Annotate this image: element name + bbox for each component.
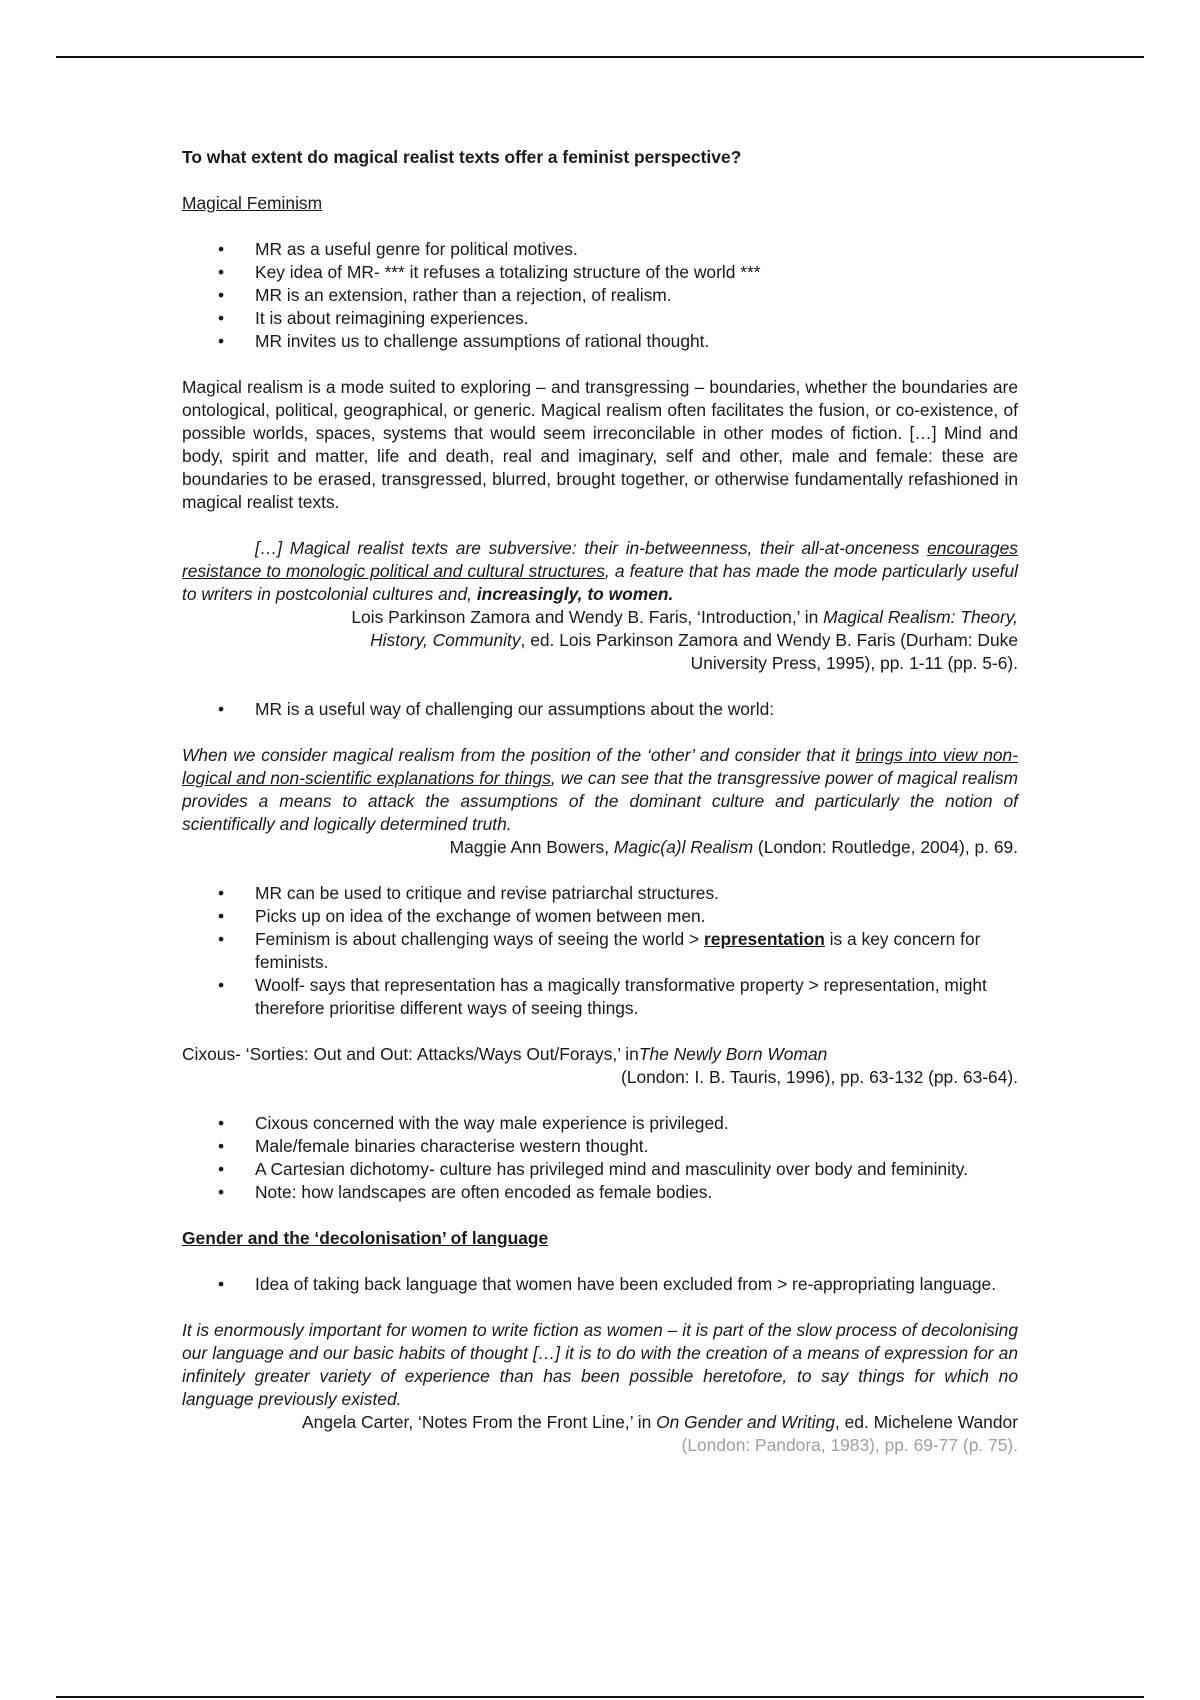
paragraph-magical-realism: Magical realism is a mode suited to exploring – and transgressing – boundaries, whether the boundaries are ontological, political, geographical, or generic. Magical realism often facilitates the fusion, or co-existence, of possible worlds, spaces, systems that would seem irreconcilable in other modes of fiction. […] Mind and body, spirit and matter, life and death, real and imaginary, self and other, male and female: these are boundaries to be erased, transgressed, blurred, brought together, or otherwise fundamentally refashioned in magical realist texts. <box>182 377 1018 512</box>
citation-line <box>182 606 1018 629</box>
bullet-list-3 <box>182 882 1018 1020</box>
citation-text: , ed. Lois Parkinson Zamora and Wendy B. Faris (Durham: Duke <box>520 630 1018 650</box>
list-item-text: is a key concern for feminists. <box>255 929 981 972</box>
citation-text: Angela Carter, ‘Notes From the Front Line,’ in <box>302 1412 657 1432</box>
header-rule <box>56 56 1144 58</box>
document-body <box>182 146 1018 1480</box>
list-item: • MR can be used to critique and revise patriarchal structures. <box>182 882 1018 905</box>
list-item: • Picks up on idea of the exchange of women between men. <box>182 905 1018 928</box>
quote-zamora-faris <box>182 537 1018 675</box>
list-item: • MR is a useful way of challenging our assumptions about the world: <box>182 698 1018 721</box>
citation-line: University Press, 1995), pp. 1-11 (pp. 5-6). <box>690 653 1018 673</box>
list-item: • MR as a useful genre for political motives. <box>182 238 1018 261</box>
list-item: • It is about reimagining experiences. <box>182 307 1018 330</box>
citation-title: The Newly Born Woman <box>638 1044 828 1064</box>
bullet-list-4 <box>182 1112 1018 1204</box>
citation-text: Cixous- ‘Sorties: Out and Out: Attacks/Ways Out/Forays,’ in <box>182 1044 639 1064</box>
citation-title: On Gender and Writing <box>656 1412 835 1432</box>
quote-bowers <box>182 744 1018 859</box>
citation-title: Magical Realism: Theory, <box>823 607 1018 627</box>
citation-line <box>182 629 1018 652</box>
citation-line <box>182 1043 1018 1066</box>
list-item <box>182 928 1018 974</box>
list-item: • MR invites us to challenge assumptions of rational thought. <box>182 330 1018 353</box>
citation-text: , ed. Michelene Wandor <box>834 1412 1018 1432</box>
citation-line: (London: Pandora, 1983), pp. 69-77 (p. 75). <box>681 1435 1018 1455</box>
quote-text: It is enormously important for women to write fiction as women – it is part of the slow process of decolonising our language and our basic habits of thought […] it is to do with the creation of a means of expression for an infinitely greater variety of experience than has been possible heretofore, to say things for which no language previously existed. <box>182 1320 1018 1409</box>
list-item-emphasis: representation <box>704 929 825 949</box>
list-item: • Woolf- says that representation has a magically transformative property > representation, might therefore prioritise different ways of seeing things. <box>182 974 1018 1020</box>
quote-text-part: When we consider magical realism from the position of the ‘other’ and consider that it <box>182 745 856 765</box>
footer-rule <box>56 1696 1144 1698</box>
quote-underlined: brings into view non-logical and non-scientific explanations for things <box>182 745 1019 788</box>
quote-text <box>182 744 1018 836</box>
citation-line: (London: I. B. Tauris, 1996), pp. 63-132 (pp. 63-64). <box>620 1067 1018 1087</box>
citation-text: (London: Routledge, 2004), p. 69. <box>753 837 1018 857</box>
list-item: • Key idea of MR- *** it refuses a totalizing structure of the world *** <box>182 261 1018 284</box>
page-title: To what extent do magical realist texts offer a feminist perspective? <box>182 147 742 167</box>
section-heading-magical-feminism: Magical Feminism <box>182 193 323 213</box>
citation-line <box>182 1411 1018 1434</box>
list-item: • Male/female binaries characterise western thought. <box>182 1135 1018 1158</box>
quote-bold: increasingly, to women. <box>476 584 674 604</box>
list-item: • Note: how landscapes are often encoded as female bodies. <box>182 1181 1018 1204</box>
list-item: • A Cartesian dichotomy- culture has privileged mind and masculinity over body and femininity. <box>182 1158 1018 1181</box>
citation-cixous <box>182 1043 1018 1089</box>
bullet-list-2 <box>182 698 1018 721</box>
section-heading-decolonisation: Gender and the ‘decolonisation’ of language <box>182 1228 549 1248</box>
bullet-list-1 <box>182 238 1018 353</box>
quote-text-part: […] Magical realist texts are subversive: their in-betweenness, their all-at-onceness <box>255 538 928 558</box>
quote-text <box>182 537 1018 606</box>
list-item-text: Feminism is about challenging ways of seeing the world > <box>255 929 705 949</box>
quote-underlined: encourages resistance to monologic political and cultural structures <box>182 538 1018 581</box>
citation-title: Magic(a)l Realism <box>613 837 754 857</box>
list-item: • Cixous concerned with the way male experience is privileged. <box>182 1112 1018 1135</box>
citation-text: Lois Parkinson Zamora and Wendy B. Faris, ‘Introduction,’ in <box>351 607 824 627</box>
quote-carter <box>182 1319 1018 1457</box>
list-item: • MR is an extension, rather than a rejection, of realism. <box>182 284 1018 307</box>
list-item: • Idea of taking back language that women have been excluded from > re-appropriating language. <box>182 1273 1018 1296</box>
quote-text-part: , a feature that has made the mode particularly useful to writers in postcolonial cultures and, <box>182 561 1018 604</box>
citation-title: History, Community <box>370 630 521 650</box>
citation-text: Maggie Ann Bowers, <box>449 837 614 857</box>
quote-text-part: , we can see that the transgressive power of magical realism provides a means to attack the assumptions of the dominant culture and particularly the notion of scientifically and logically determined truth. <box>182 768 1018 834</box>
bullet-list-5 <box>182 1273 1018 1296</box>
citation-line <box>182 836 1018 859</box>
